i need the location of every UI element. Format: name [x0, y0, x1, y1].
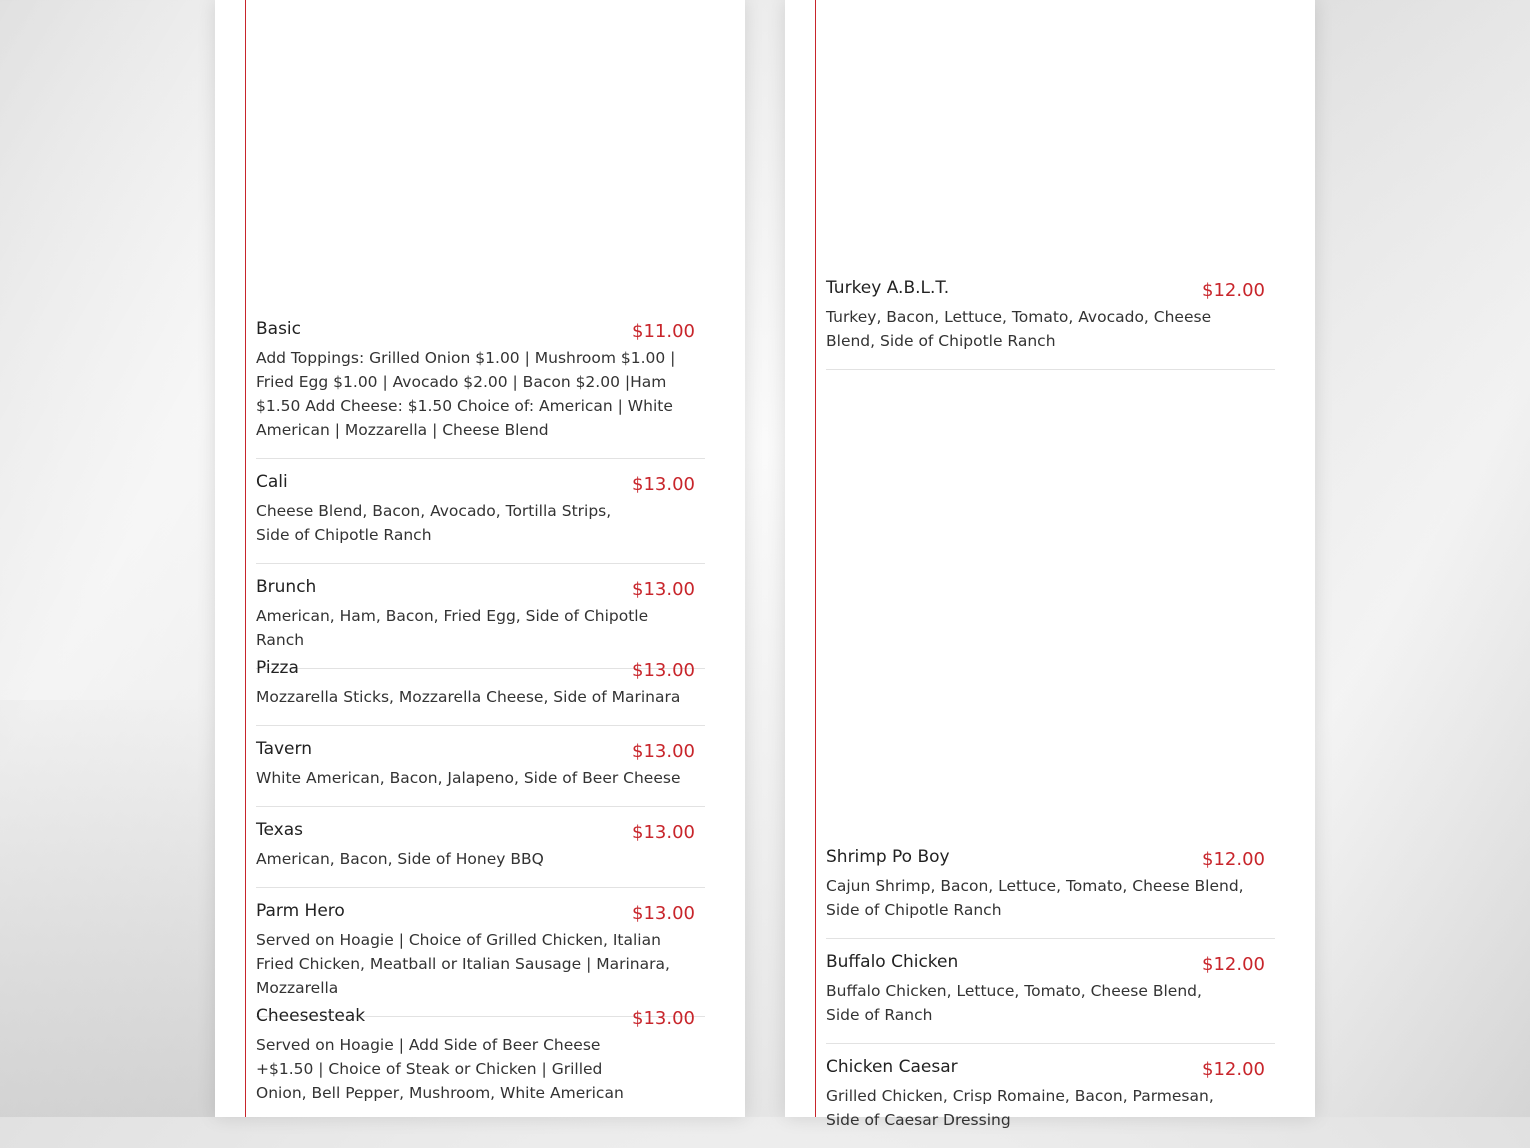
item-description: Turkey, Bacon, Lettuce, Tomato, Avocado, Cheese Blend, Side of Chipotle Ranch: [826, 308, 1212, 350]
menu-panel-right: [785, 0, 1315, 1129]
item-description: American, Ham, Bacon, Fried Egg, Side of Chipotle Ranch: [256, 607, 649, 649]
item-description: Grilled Chicken, Crisp Romaine, Bacon, Parmesan, Side of Caesar Dressing: [826, 1087, 1214, 1129]
item-name: Tavern: [256, 739, 312, 759]
item-name: Turkey A.B.L.T.: [826, 278, 950, 298]
item-price: $12.00: [1202, 280, 1265, 301]
item-price: $13.00: [632, 579, 695, 600]
item-price: $12.00: [1202, 1059, 1265, 1080]
item-name: Parm Hero: [256, 901, 345, 921]
item-name: Cali: [256, 472, 288, 492]
item-price: $13.00: [632, 903, 695, 924]
panel-accent-rule: [815, 0, 816, 1117]
menu-item-pizza: [256, 657, 705, 726]
item-description: White American, Bacon, Jalapeno, Side of Beer Cheese: [256, 769, 681, 787]
menu-item-cheesesteak: [256, 1005, 705, 1121]
item-name: Chicken Caesar: [826, 1057, 958, 1077]
item-price: $11.00: [632, 321, 695, 342]
menu-item-tavern: [256, 738, 705, 807]
item-name: Shrimp Po Boy: [826, 847, 950, 867]
background-light-streak: [0, 0, 240, 1117]
item-name: Basic: [256, 319, 302, 339]
item-name: Buffalo Chicken: [826, 952, 959, 972]
menu-item-turkey-ablt: [826, 277, 1275, 370]
item-name: Pizza: [256, 658, 299, 678]
menu-item-basic: [256, 318, 705, 459]
item-price: $12.00: [1202, 849, 1265, 870]
menu-panel-left: [215, 0, 745, 1117]
item-description: Mozzarella Sticks, Mozzarella Cheese, Side of Marinara: [256, 688, 681, 706]
item-price: $13.00: [632, 1008, 695, 1029]
menu-item-texas: [256, 819, 705, 888]
menu-item-chicken-caesar: [826, 1056, 1275, 1148]
item-price: $13.00: [632, 822, 695, 843]
item-description: Buffalo Chicken, Lettuce, Tomato, Cheese Blend, Side of Ranch: [826, 982, 1202, 1024]
item-name: Brunch: [256, 577, 317, 597]
item-name: Cheesesteak: [256, 1006, 366, 1026]
item-name: Texas: [256, 820, 303, 840]
item-description: Served on Hoagie | Add Side of Beer Cheese +$1.50 | Choice of Steak or Chicken | Grilled Onion, Bell Pepper, Mushroom, White American: [256, 1036, 624, 1102]
menu-item-cali: [256, 471, 705, 564]
menu-item-brunch: [256, 576, 705, 669]
menu-item-buffalo-chicken: [826, 951, 1275, 1044]
item-description: American, Bacon, Side of Honey BBQ: [256, 850, 544, 868]
item-description: Cheese Blend, Bacon, Avocado, Tortilla Strips, Side of Chipotle Ranch: [256, 502, 612, 544]
item-description: Cajun Shrimp, Bacon, Lettuce, Tomato, Cheese Blend, Side of Chipotle Ranch: [826, 877, 1244, 919]
menu-item-shrimp-po-boy: [826, 846, 1275, 939]
item-description: Add Toppings: Grilled Onion $1.00 | Mushroom $1.00 | Fried Egg $1.00 | Avocado $2.00 | Bacon $2.00 |Ham $1.50 Add Cheese: $1.50 Choice of: American | White American | Mozzarella | Cheese Blend: [256, 349, 676, 439]
item-price: $13.00: [632, 660, 695, 681]
panel-accent-rule: [245, 0, 246, 1117]
item-price: $12.00: [1202, 954, 1265, 975]
menu-item-parm-hero: [256, 900, 705, 1017]
item-description: Served on Hoagie | Choice of Grilled Chicken, Italian Fried Chicken, Meatball or Italian Sausage | Marinara, Mozzarella: [256, 931, 670, 997]
background-light-streak: [1310, 0, 1530, 1117]
item-price: $13.00: [632, 741, 695, 762]
item-price: $13.00: [632, 474, 695, 495]
background-shadow: [0, 700, 240, 1117]
